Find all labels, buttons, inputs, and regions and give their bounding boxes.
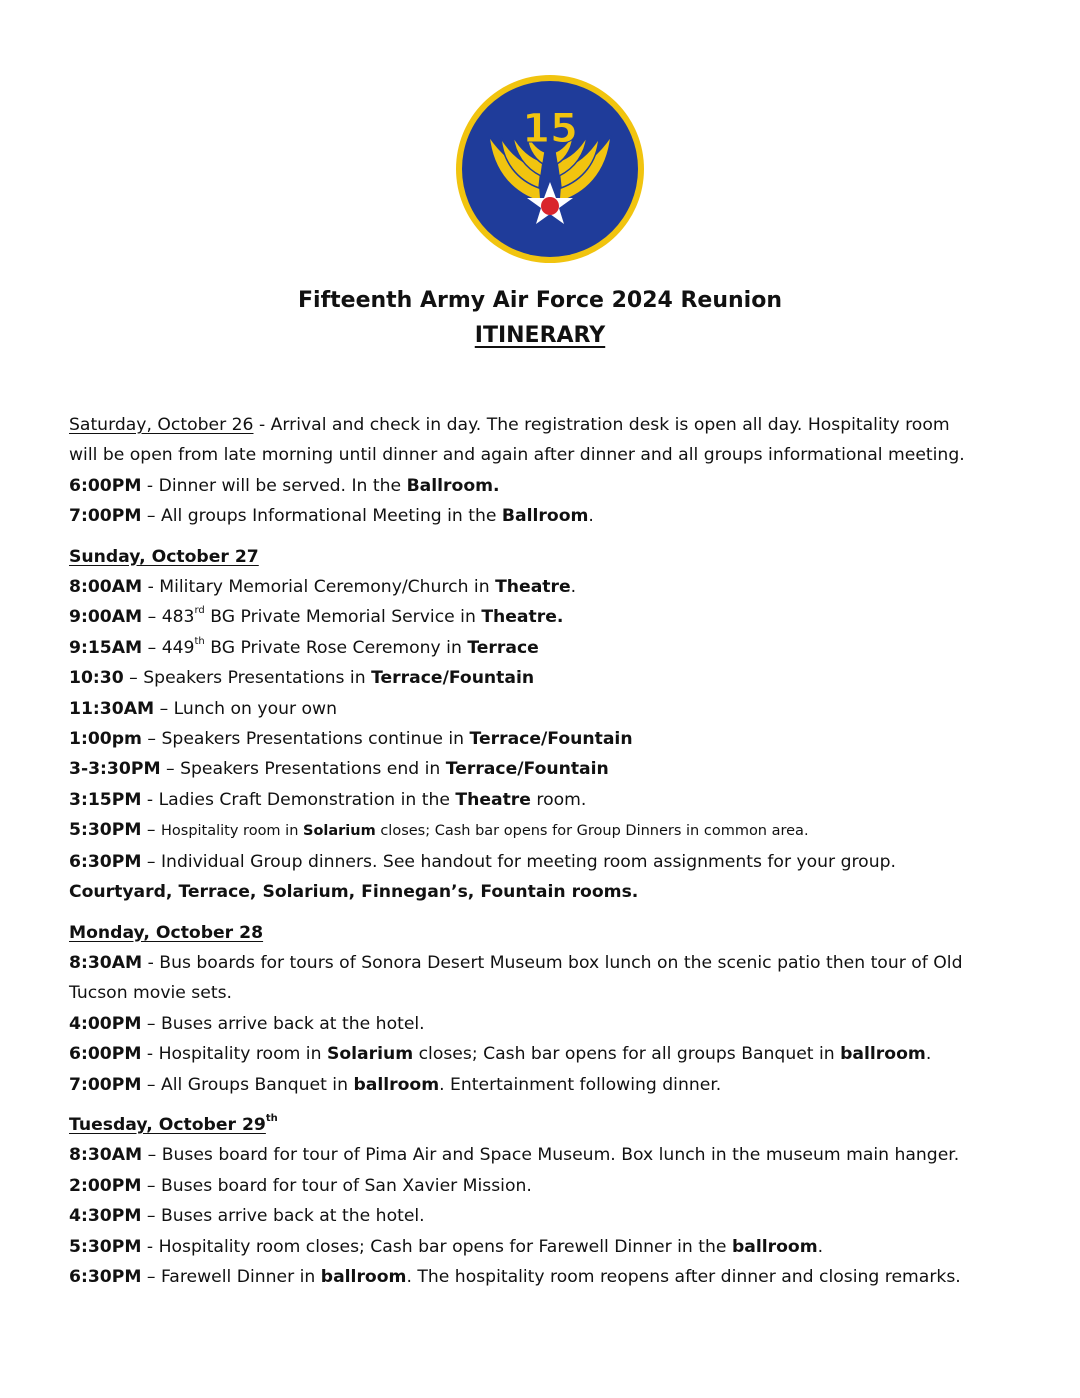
event-text: – (141, 1206, 161, 1227)
event-text: Speakers Presentations end in (180, 759, 446, 780)
bold-text: Terrace/Fountain (469, 729, 633, 750)
bold-text: 3:15PM (69, 789, 142, 810)
event-text: - (142, 577, 160, 598)
bold-text: ballroom (320, 1266, 407, 1287)
event-text: – (142, 1145, 162, 1166)
event-text: . (588, 506, 594, 527)
document-title: Fifteenth Army Air Force 2024 Reunion (298, 288, 782, 313)
event-text: Farewell Dinner in (160, 1266, 321, 1287)
event-text: - (141, 475, 159, 496)
bold-text: ballroom (731, 1236, 818, 1257)
event-row (69, 633, 1029, 663)
event-text: 483 (161, 607, 195, 628)
event-text: Ladies Craft Demonstration in the (158, 789, 456, 810)
event-text: – (141, 851, 161, 872)
bold-text: 9:15AM (69, 637, 143, 658)
bold-text: 8:30AM (69, 1145, 143, 1166)
event-text: – (141, 1074, 161, 1095)
document-subtitle: ITINERARY (474, 323, 606, 348)
event-text: Speakers Presentations in (143, 668, 372, 689)
bold-text: Theatre (455, 789, 531, 810)
room-list-note: Courtyard, Terrace, Solarium, Finnegan’s, Fountain rooms. (69, 882, 639, 903)
event-row (69, 1262, 1029, 1292)
event-place: Ballroom (501, 506, 589, 527)
event-text: Buses board for tour of Pima Air and Space Museum. Box lunch in the museum main hanger. (161, 1145, 960, 1166)
event-row (69, 572, 1029, 602)
event-text: Dinner will be served. In the (158, 475, 407, 496)
event-text: – (141, 820, 161, 841)
event-text: - Arrival and check in day. The registration desk is open all day. Hospitality room will be open from late morning until dinner and again after dinner and all groups informational meeting. (69, 415, 965, 466)
event-row (69, 1232, 1029, 1262)
event-time: 7:00PM (69, 506, 142, 527)
ordinal-suffix: th (265, 1112, 278, 1124)
event-text: All Groups Banquet in (160, 1074, 354, 1095)
bold-text: 6:30PM (69, 851, 142, 872)
event-text: – (160, 759, 181, 780)
bold-text: Solarium (303, 823, 376, 840)
day-date: Sunday, October 27 (69, 546, 259, 567)
event-row (69, 948, 969, 1009)
bold-text: 6:00PM (69, 1044, 142, 1065)
event-text: Hospitality room in (158, 1044, 327, 1065)
event-text: Lunch on your own (173, 698, 337, 719)
event-row (69, 815, 1029, 846)
event-row (69, 1070, 1029, 1100)
bold-text: 8:00AM (69, 577, 143, 598)
fifteenth-air-force-emblem-icon (455, 74, 645, 264)
bold-text: Terrace (467, 637, 539, 658)
event-row (69, 785, 1029, 815)
bold-text: 5:30PM (69, 820, 142, 841)
event-text: . The hospitality room reopens after dinner and closing remarks. (406, 1266, 961, 1287)
bold-text: ballroom (353, 1074, 440, 1095)
event-text: – (123, 668, 144, 689)
event-text: – (154, 698, 174, 719)
event-text: BG Private Rose Ceremony in (204, 637, 468, 658)
day-saturday (69, 410, 1029, 532)
event-text: . (817, 1236, 824, 1257)
event-text: - (141, 789, 159, 810)
event-time: 6:00PM (69, 475, 142, 496)
event-text: Hospitality room closes; Cash bar opens for Farewell Dinner in the (158, 1236, 732, 1257)
event-text: Buses board for tour of San Xavier Mission. (160, 1175, 532, 1196)
event-text: BG Private Memorial Service in (204, 607, 482, 628)
bold-text: Theatre. (481, 607, 564, 628)
event-row (69, 847, 1029, 877)
bold-text: Terrace/Fountain (371, 668, 535, 689)
event-text: - (141, 1236, 159, 1257)
day-date: Saturday, October 26 (69, 415, 254, 435)
event-text: Buses arrive back at the hotel. (160, 1206, 425, 1227)
event-row (69, 1009, 1029, 1039)
bold-text: Solarium (326, 1044, 414, 1065)
day-date: Tuesday, October 29 (69, 1114, 266, 1135)
event-text: room. (530, 789, 587, 810)
itinerary-body (69, 410, 1029, 1302)
emblem-number: 15 (522, 106, 578, 152)
event-text: Military Memorial Ceremony/Church in (159, 577, 496, 598)
event-text: . (925, 1044, 932, 1065)
bold-text: Theatre (495, 577, 571, 598)
event-text: . Entertainment following dinner. (439, 1074, 722, 1095)
event-text: - (141, 1044, 159, 1065)
bold-text: Terrace/Fountain (445, 759, 609, 780)
bold-text: 7:00PM (69, 1074, 142, 1095)
event-text: – (141, 1266, 161, 1287)
event-text: – (141, 506, 161, 527)
event-text: – (142, 607, 162, 628)
bold-text: 9:00AM (69, 607, 143, 628)
day-intro (69, 410, 974, 471)
event-text: Bus boards for tours of Sonora Desert Museum box lunch on the scenic patio then tour of Old Tucson movie sets. (69, 952, 963, 1004)
day-monday (69, 918, 1029, 1100)
event-row (69, 471, 1029, 501)
event-text: Buses arrive back at the hotel. (160, 1013, 425, 1034)
event-row (69, 501, 1029, 531)
event-row (69, 663, 1029, 693)
event-text: . (570, 577, 577, 598)
event-row (69, 694, 1029, 724)
event-text: – (141, 729, 162, 750)
bold-text: 5:30PM (69, 1236, 142, 1257)
event-text: Speakers Presentations continue in (161, 729, 470, 750)
ordinal-suffix: rd (194, 605, 205, 617)
event-text: All groups Informational Meeting in the (160, 506, 502, 527)
bold-text: 2:00PM (69, 1175, 142, 1196)
event-text: closes; Cash bar opens for Group Dinners in common area. (375, 823, 809, 840)
event-row (69, 754, 1029, 784)
ordinal-suffix: th (194, 635, 205, 647)
bold-text: 4:00PM (69, 1013, 142, 1034)
day-tuesday (69, 1110, 1029, 1292)
day-date: Monday, October 28 (69, 922, 264, 943)
event-text: Individual Group dinners. See handout for meeting room assignments for your group. (160, 851, 896, 872)
event-text: closes; Cash bar opens for all groups Banquet in (413, 1044, 841, 1065)
event-row (69, 1201, 1029, 1231)
event-place: Ballroom. (406, 475, 500, 496)
event-text: – (141, 1013, 161, 1034)
event-row (69, 1140, 1029, 1170)
bold-text: 1:00pm (69, 729, 142, 750)
bold-text: 10:30 (69, 668, 124, 689)
event-text: - (142, 952, 160, 973)
bold-text: 8:30AM (69, 952, 143, 973)
bold-text: 11:30AM (69, 698, 155, 719)
day-sunday (69, 542, 1029, 908)
bold-text: 3-3:30PM (69, 759, 161, 780)
event-row (69, 724, 1029, 754)
event-text: 449 (161, 637, 195, 658)
bold-text: 6:30PM (69, 1266, 142, 1287)
event-row (69, 602, 1029, 632)
event-row (69, 1039, 1029, 1069)
event-row (69, 1171, 1029, 1201)
event-text: Hospitality room in (160, 823, 303, 840)
bold-text: ballroom (840, 1044, 926, 1065)
bold-text: 4:30PM (69, 1206, 142, 1227)
event-text: – (142, 637, 162, 658)
event-text: – (141, 1175, 161, 1196)
